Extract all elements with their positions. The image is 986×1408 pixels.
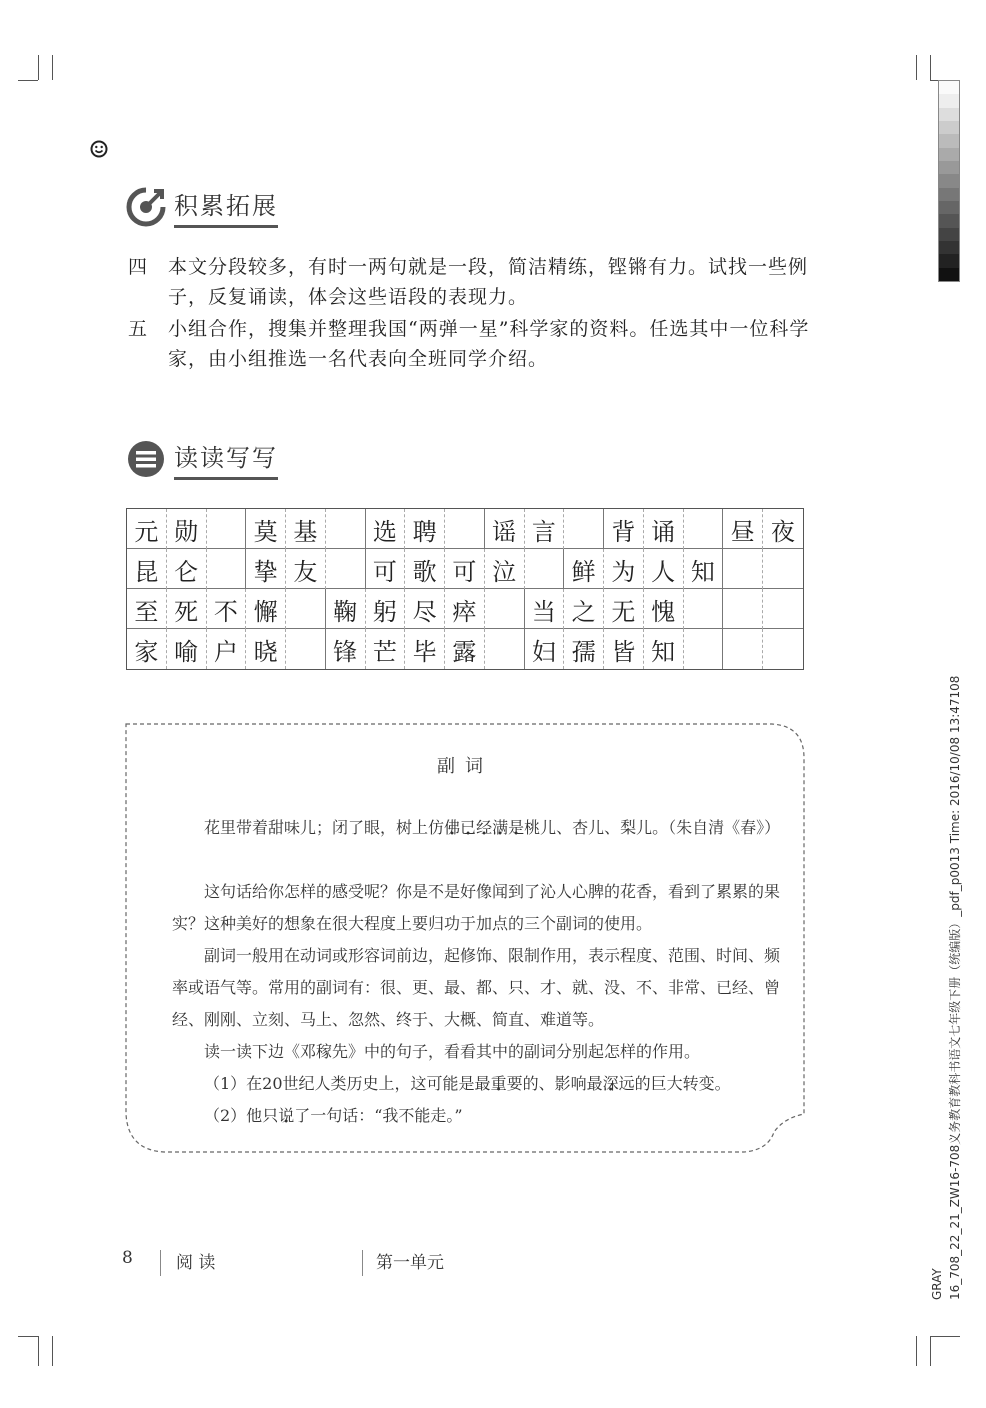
grid-cell: [763, 589, 803, 629]
section-title: 积累拓展: [174, 186, 278, 228]
grid-cell: 露: [445, 629, 485, 669]
grid-cell: 之: [564, 589, 604, 629]
page-number: 8: [122, 1248, 133, 1268]
crop-mark: [916, 1336, 917, 1366]
dotted-adverb: 仿: [428, 818, 445, 837]
grid-cell: 妇: [525, 629, 565, 669]
vocabulary-grid: [126, 508, 804, 670]
adverb-note-box: [124, 722, 806, 1154]
crop-mark: [52, 55, 53, 80]
grid-cell: 莫: [246, 509, 286, 549]
grid-cell: 鞠: [326, 589, 366, 629]
smiley-icon: [90, 140, 108, 158]
note-title: 副词: [437, 756, 493, 777]
grid-cell: 户: [207, 629, 247, 669]
sentence-text: 说了一句话：“我不能走。”: [278, 1106, 463, 1125]
grid-cell: 瘁: [445, 589, 485, 629]
grid-cell: 家: [127, 629, 167, 669]
grid-cell: 昆: [127, 549, 167, 589]
target-arrow-icon: [126, 187, 166, 227]
sentence-text: 深远的巨大转变。: [602, 1074, 731, 1093]
grid-cell: 锋: [326, 629, 366, 669]
crop-mark: [930, 55, 931, 80]
note-paragraph: 读一读下边《邓稼先》中的句子，看看其中的副词分别起怎样的作用。: [204, 1042, 701, 1061]
dotted-adverb: 已: [460, 818, 477, 837]
example-sentence-1: [172, 1068, 788, 1100]
crop-mark: [916, 55, 917, 80]
grid-row: [127, 549, 803, 589]
list-circle-icon: [126, 439, 166, 479]
grid-cell: 勋: [167, 509, 207, 549]
grid-cell: 知: [684, 549, 724, 589]
grid-cell: 孺: [564, 629, 604, 669]
dotted-adverb: 经: [476, 818, 493, 837]
crop-mark: [930, 1336, 931, 1366]
question-text: 本文分段较多，有时一两句就是一段，简洁精练，铿锵有力。试找一些例子，反复诵读，体会这些语段的表现力。: [168, 256, 809, 308]
grid-cell: 友: [286, 549, 326, 589]
sentence-text: （1）在20世纪人类历史上，这可能是: [204, 1074, 475, 1093]
print-info-code: 16_708_22_21_ZW16-708义务教育教科书语文七年级下册（统编版）_pdf_p0013 Time: 2016/10/08 13:47108: [948, 675, 962, 1300]
grid-cell: 歌: [405, 549, 445, 589]
section-heading-accumulation: [126, 186, 278, 228]
crop-mark: [52, 1336, 53, 1366]
grid-cell: 晓: [246, 629, 286, 669]
grid-cell: [684, 629, 724, 669]
gray-calibration-bar: [938, 80, 960, 282]
grid-cell: 仑: [167, 549, 207, 589]
grid-cell: [286, 629, 326, 669]
question-text: 小组合作，搜集并整理我国“两弹一星”科学家的资料。任选其中一位科学家，由小组推选一名代表向全班同学介绍。: [168, 318, 810, 370]
grid-cell: [286, 589, 326, 629]
footer-unit: 第一单元: [376, 1253, 444, 1273]
grid-row: [127, 629, 803, 669]
example-sentence-2: [172, 1100, 788, 1132]
grid-cell: 可: [445, 549, 485, 589]
question-item: [128, 314, 818, 374]
example-text: 是桃儿、杏儿、梨儿。（朱自清《春》）: [508, 818, 781, 837]
grid-cell: [445, 509, 485, 549]
grid-cell: 谣: [485, 509, 525, 549]
grid-cell: 当: [525, 589, 565, 629]
grid-cell: 尽: [405, 589, 445, 629]
section-title: 读读写写: [174, 438, 278, 480]
grid-cell: 元: [127, 509, 167, 549]
grid-cell: 人: [644, 549, 684, 589]
footer-divider: [362, 1250, 363, 1276]
grid-cell: [485, 589, 525, 629]
grid-cell: [723, 589, 763, 629]
grid-cell: 诵: [644, 509, 684, 549]
grid-cell: 无: [604, 589, 644, 629]
grid-cell: 为: [604, 549, 644, 589]
grid-cell: [723, 629, 763, 669]
grid-cell: 知: [644, 629, 684, 669]
footer-book-section: 阅 读: [176, 1253, 216, 1273]
section-heading-read-write: [126, 438, 278, 480]
question-number: 四: [128, 256, 148, 278]
dotted-adverb: 满: [492, 818, 509, 837]
question-item: [128, 252, 818, 312]
grid-cell: 挚: [246, 549, 286, 589]
grid-cell: [525, 549, 565, 589]
grid-cell: [564, 509, 604, 549]
crop-mark: [930, 1336, 960, 1337]
grid-cell: [723, 549, 763, 589]
grid-cell: 鲜: [564, 549, 604, 589]
grid-cell: [207, 509, 247, 549]
note-paragraph-example: [172, 812, 788, 844]
grid-cell: 死: [167, 589, 207, 629]
sentence-text: 重要的、影响: [490, 1074, 587, 1093]
example-text: 花里带着甜味儿；闭了眼，树上: [204, 818, 429, 837]
grid-cell: [207, 549, 247, 589]
grid-cell: 毕: [405, 629, 445, 669]
crop-mark: [38, 55, 39, 80]
print-info-gray: GRAY: [930, 1268, 944, 1300]
grid-cell: 愧: [644, 589, 684, 629]
grid-cell: 皆: [604, 629, 644, 669]
sentence-text: （2）他: [204, 1106, 263, 1125]
footer-divider: [160, 1250, 161, 1276]
note-paragraph: 这句话给你怎样的感受呢？你是不是好像闻到了沁人心脾的花香，看到了累累的果实？这种美好的想象在很大程度上要归功于加点的三个副词的使用。: [172, 882, 781, 933]
grid-cell: [485, 629, 525, 669]
grid-cell: [326, 509, 366, 549]
grid-row: [127, 509, 803, 549]
grid-cell: [684, 509, 724, 549]
grid-row: [127, 589, 803, 629]
crop-mark: [18, 80, 38, 81]
grid-cell: 言: [525, 509, 565, 549]
grid-cell: 选: [366, 509, 406, 549]
grid-cell: 可: [366, 549, 406, 589]
grid-cell: [326, 549, 366, 589]
grid-cell: 不: [207, 589, 247, 629]
grid-cell: [684, 589, 724, 629]
grid-cell: [763, 629, 803, 669]
grid-cell: 基: [286, 509, 326, 549]
grid-cell: 喻: [167, 629, 207, 669]
grid-cell: 泣: [485, 549, 525, 589]
grid-cell: 夜: [770, 517, 795, 546]
grid-cell: 昼: [723, 509, 763, 549]
grid-cell: 至: [127, 589, 167, 629]
crop-mark: [18, 1336, 38, 1337]
grid-cell: 芒: [366, 629, 406, 669]
question-number: 五: [128, 318, 148, 340]
dotted-adverb: 最: [586, 1074, 603, 1093]
grid-cell: 背: [604, 509, 644, 549]
note-paragraph: 副词一般用在动词或形容词前边，起修饰、限制作用，表示程度、范围、时间、频率或语气等。常用的副词有：很、更、最、都、只、才、就、没、不、非常、已经、曾经、刚刚、立刻、马上、忽然、终于、大概、简直、难道等。: [172, 946, 781, 1029]
grid-cell: 懈: [246, 589, 286, 629]
dotted-adverb: 只: [262, 1106, 279, 1125]
grid-cell: 躬: [366, 589, 406, 629]
grid-cell: [763, 549, 803, 589]
dotted-adverb: 最: [474, 1074, 491, 1093]
grid-cell: 聘: [405, 509, 445, 549]
dotted-adverb: 佛: [444, 818, 461, 837]
crop-mark: [38, 1336, 39, 1366]
